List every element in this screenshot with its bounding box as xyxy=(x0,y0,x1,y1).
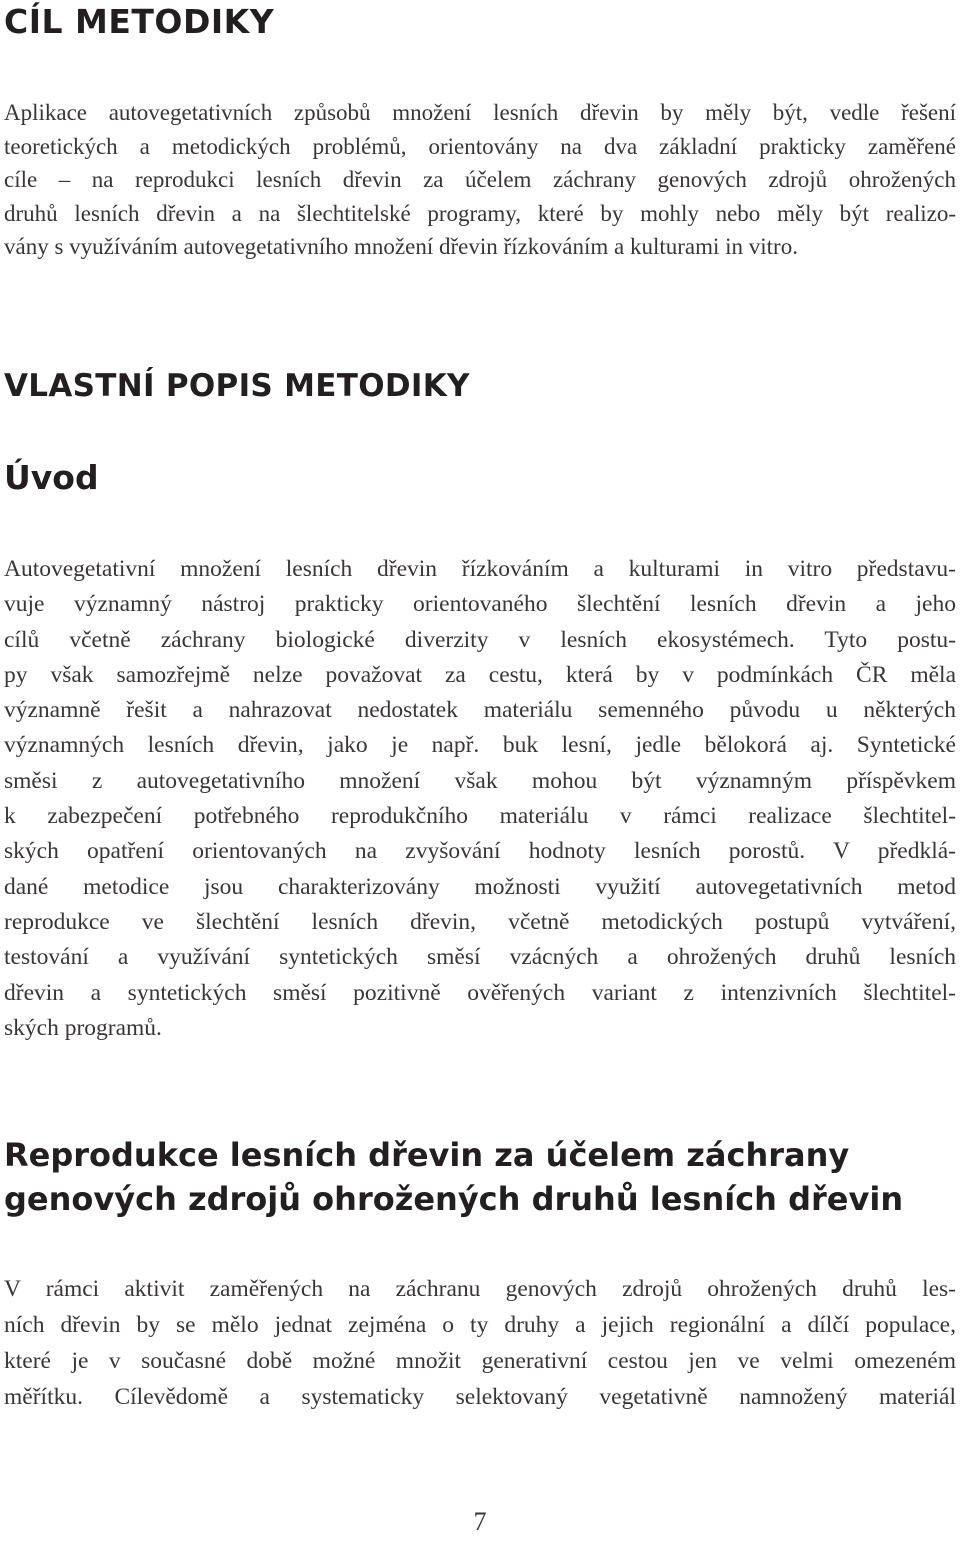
body-line: k zabezpečení potřebného reprodukčního materiálu v rámci realizace šlechtitel- xyxy=(4,803,956,830)
body-line: cílů včetně záchrany biologické diverzity v lesních ekosystémech. Tyto postu- xyxy=(4,626,956,653)
body-line: významných lesních dřevin, jako je např. buk lesní, jedle bělokorá aj. Syntetické xyxy=(4,732,956,759)
heading-goal: CÍL METODIKY xyxy=(4,2,275,41)
intro-line: teoretických a metodických problémů, orientovány na dva základní prakticky zaměřené xyxy=(4,133,956,159)
heading-reproduction-line: genových zdrojů ohrožených druhů lesních dřevin xyxy=(4,1180,904,1218)
intro-line: druhů lesních dřevin a na šlechtitelské programy, které by mohly nebo měly být realizo- xyxy=(4,200,956,226)
body-line: ských programů. xyxy=(4,1014,162,1041)
body-line: významně řešit a nahrazovat nedostatek materiálu semenného původu u některých xyxy=(4,697,956,724)
body-line: vuje významný nástroj prakticky orientovaného šlechtění lesních dřevin a jeho xyxy=(4,591,956,618)
reproduction-line: měřítku. Cílevědomě a systematicky selektovaný vegetativně namnožený materiál xyxy=(4,1384,956,1410)
reproduction-line: ních dřevin by se mělo jednat zejména o ty druhy a jejich regionální a dílčí populace, xyxy=(4,1312,956,1338)
intro-line: Aplikace autovegetativních způsobů množení lesních dřevin by měly být, vedle řešení xyxy=(4,100,956,125)
heading-intro: Úvod xyxy=(4,458,99,497)
body-line: py však samozřejmě nelze považovat za cestu, která by v podmínkách ČR měla xyxy=(4,661,956,688)
body-line: směsi z autovegetativního množení však mohou být významným příspěvkem xyxy=(4,767,956,794)
body-line: testování a využívání syntetických směsí vzácných a ohrožených druhů lesních xyxy=(4,944,956,971)
body-paragraph xyxy=(4,552,956,1046)
heading-reproduction-line: Reprodukce lesních dřevin za účelem záchrany xyxy=(4,1136,850,1174)
body-line: reprodukce ve šlechtění lesních dřevin, včetně metodických postupů vytváření, xyxy=(4,908,956,935)
intro-line: vány s využíváním autovegetativního množení dřevin řízkováním a kulturami in vitro. xyxy=(4,234,798,259)
reproduction-line: V rámci aktivit zaměřených na záchranu genových zdrojů ohrožených druhů les- xyxy=(4,1276,956,1302)
reproduction-line: které je v současné době možné množit generativní cestou jen ve velmi omezeném xyxy=(4,1348,956,1374)
reproduction-paragraph xyxy=(4,1271,956,1415)
page-number: 7 xyxy=(473,1507,487,1536)
heading-reproduction xyxy=(4,1133,956,1221)
heading-description: VLASTNÍ POPIS METODIKY xyxy=(4,368,470,404)
body-line: ských opatření orientovaných na zvyšování hodnoty lesních porostů. V předklá- xyxy=(4,838,956,865)
body-line: dřevin a syntetických směsí pozitivně ověřených variant z intenzivních šlechtitel- xyxy=(4,979,956,1006)
intro-line: cíle – na reprodukci lesních dřevin za účelem záchrany genových zdrojů ohrožených xyxy=(4,167,956,192)
body-line: Autovegetativní množení lesních dřevin řízkováním a kulturami in vitro představu- xyxy=(4,556,956,582)
body-line: dané metodice jsou charakterizovány možnosti využití autovegetativních metod xyxy=(4,873,956,900)
intro-paragraph xyxy=(4,96,956,264)
